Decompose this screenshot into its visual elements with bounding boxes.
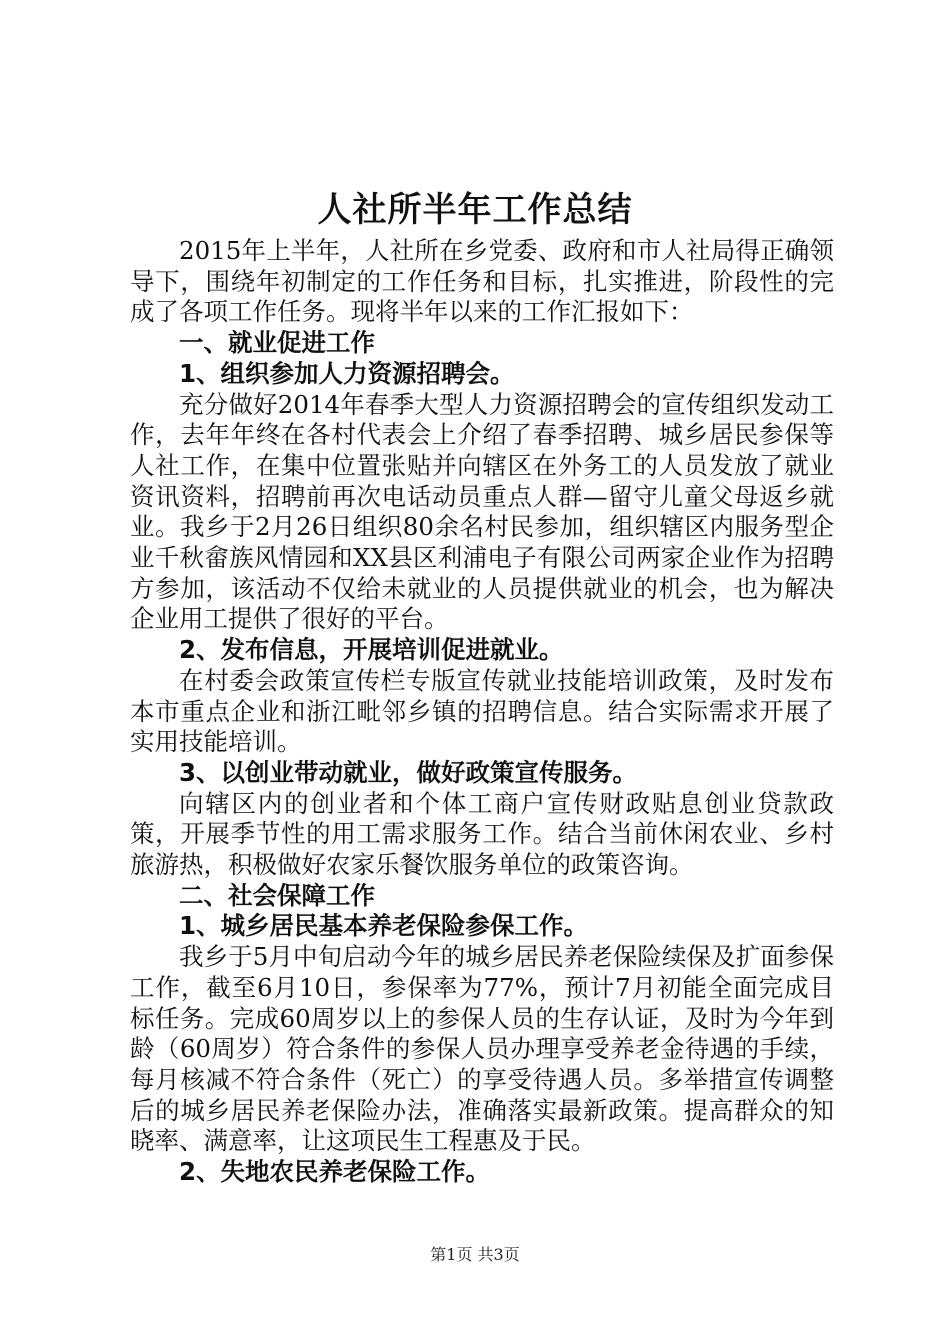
section-heading-employment: 一、就业促进工作	[179, 328, 375, 358]
subsection-heading-entrepreneurship: 3、以创业带动就业，做好政策宣传服务。	[179, 757, 638, 787]
subsection-heading-pension: 1、城乡居民基本养老保险参保工作。	[179, 911, 589, 941]
training-paragraph: 在村委会政策宣传栏专版宣传就业技能培训政策，及时发布本市重点企业和浙江毗邻乡镇的招聘信息。结合实际需求开展了实用技能培训。	[130, 665, 834, 757]
subsection-heading-job-fair: 1、组织参加人力资源招聘会。	[179, 358, 515, 388]
section-heading-social-security: 二、社会保障工作	[179, 880, 375, 910]
entrepreneurship-paragraph: 向辖区内的创业者和个体工商户宣传财政贴息创业贷款政策，开展季节性的用工需求服务工作。结合当前休闲农业、乡村旅游热，积极做好农家乐餐饮服务单位的政策咨询。	[130, 788, 834, 880]
document-title: 人社所半年工作总结	[317, 190, 633, 230]
document-body	[130, 236, 834, 1188]
job-fair-paragraph: 充分做好2014年春季大型人力资源招聘会的宣传组织发动工作，去年年终在各村代表会上介绍了春季招聘、城乡居民参保等人社工作，在集中位置张贴并向辖区在外务工的人员发放了就业资讯资料，招聘前再次电话动员重点人群—留守儿童父母返乡就业。我乡于2月26日组织80余名村民参加，组织辖区内服务型企业千秋畲族风情园和XX县区利浦电子有限公司两家企业作为招聘方参加，该活动不仅给未就业的人员提供就业的机会，也为解决企业用工提供了很好的平台。	[130, 389, 834, 634]
intro-paragraph: 2015年上半年，人社所在乡党委、政府和市人社局得正确领导下，围绕年初制定的工作任务和目标，扎实推进，阶段性的完成了各项工作任务。现将半年以来的工作汇报如下：	[130, 236, 834, 327]
pension-paragraph: 我乡于5月中旬启动今年的城乡居民养老保险续保及扩面参保工作，截至6月10日，参保率为77%，预计7月初能全面完成目标任务。完成60周岁以上的参保人员的生存认证，及时为今年到龄（60周岁）符合条件的参保人员办理享受养老金待遇的手续，每月核减不符合条件（死亡）的享受待遇人员。多举措宣传调整后的城乡居民养老保险办法，准确落实最新政策。提高群众的知晓率、满意率，让这项民生工程惠及于民。	[130, 942, 834, 1156]
subsection-heading-land-loss-pension: 2、失地农民养老保险工作。	[179, 1157, 491, 1187]
subsection-heading-training: 2、发布信息，开展培训促进就业。	[179, 635, 564, 665]
page-number-footer: 第1页 共3页	[430, 1245, 520, 1264]
